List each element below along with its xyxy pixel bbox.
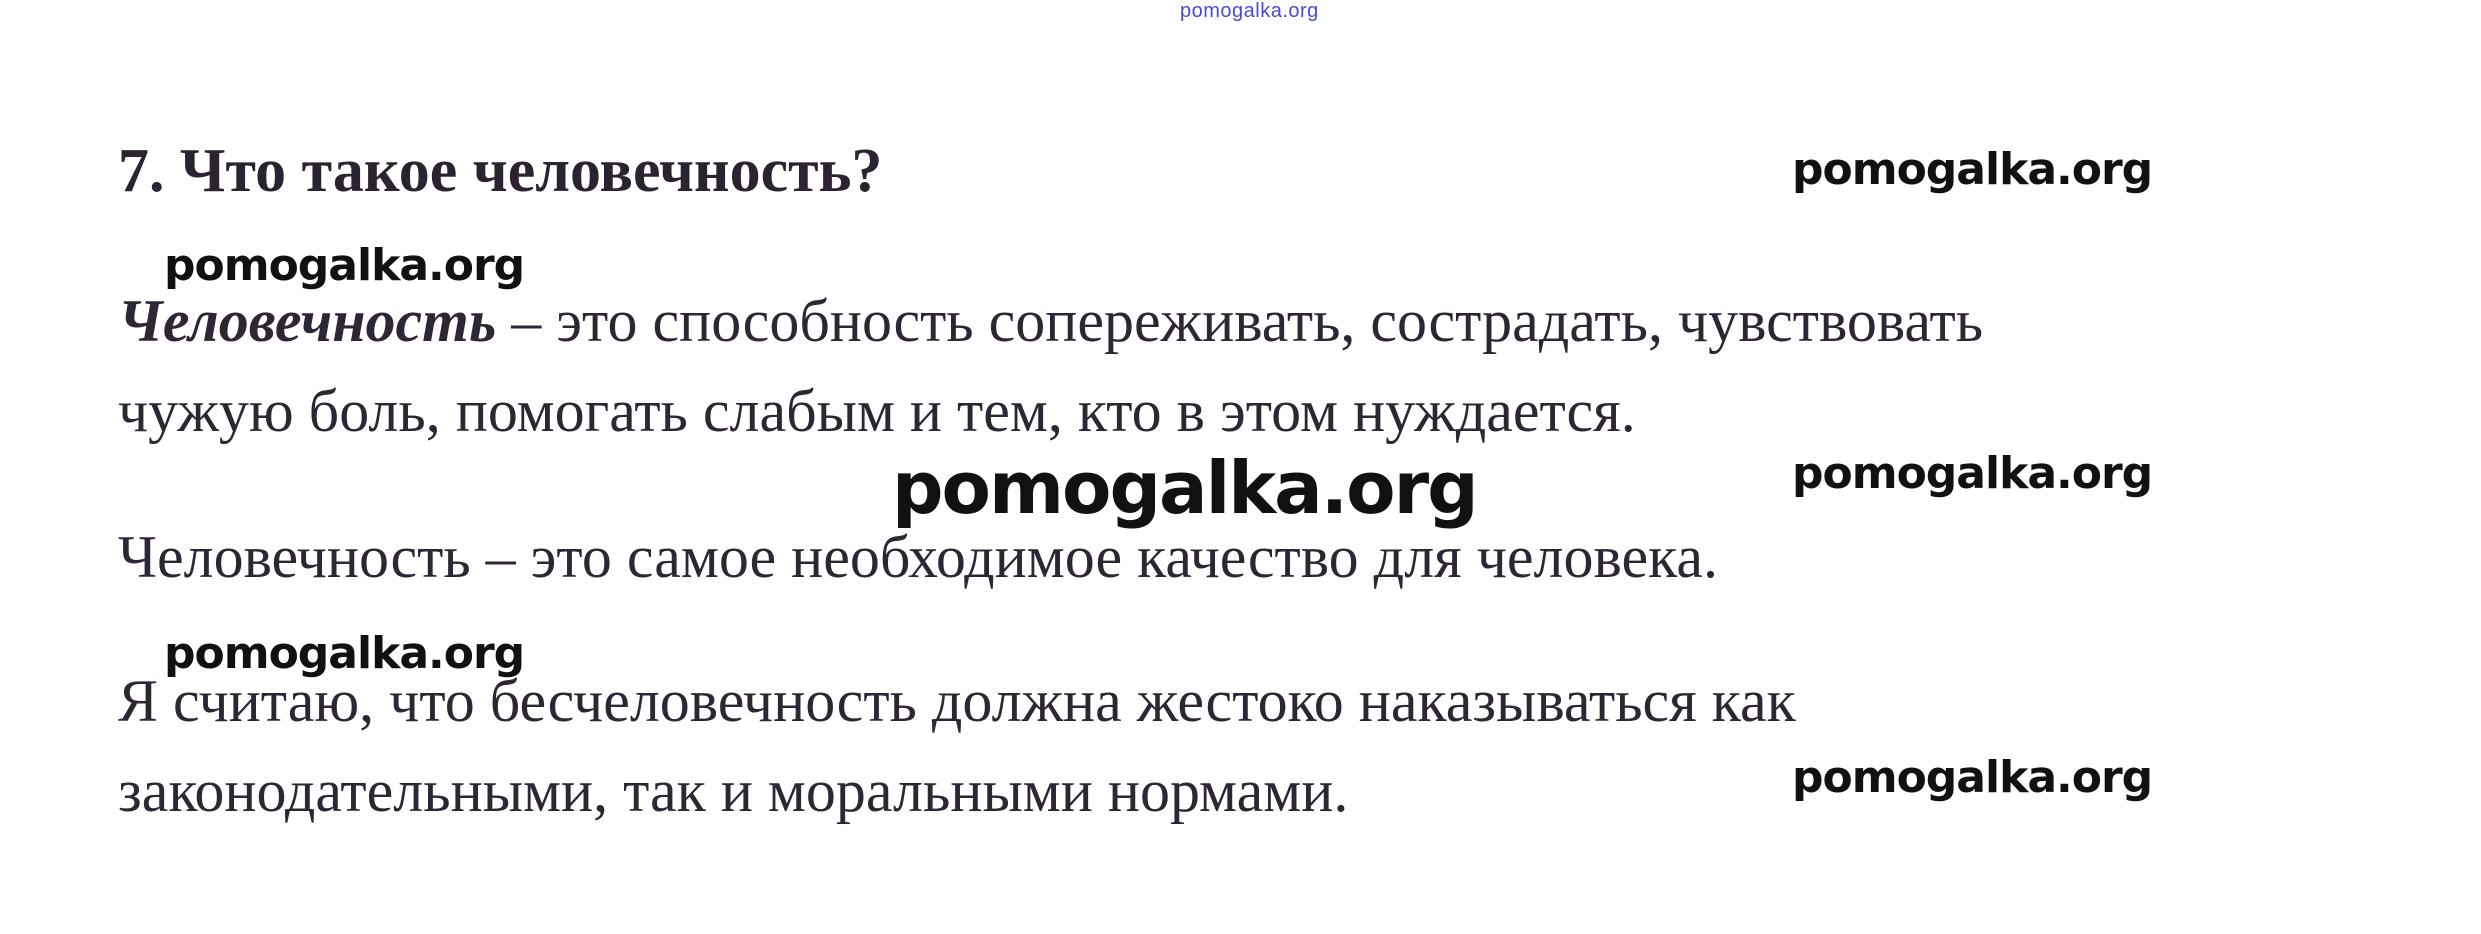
- site-mark: pomogalka.org: [1180, 0, 1319, 22]
- definition-line-1-text: – это способность сопереживать, сострадать, чувствовать: [496, 288, 1984, 354]
- definition-line-2: чужую боль, помогать слабым и тем, кто в этом нуждается.: [118, 378, 1636, 444]
- opinion-line-2: законодательными, так и моральными нормами.: [118, 758, 1349, 824]
- definition-paragraph: [118, 276, 1983, 456]
- opinion-line-1: Я считаю, что бесчеловечность должна жестоко наказываться как: [118, 668, 1796, 734]
- watermark: pomogalka.org: [1792, 448, 2153, 499]
- watermark: pomogalka.org: [1792, 144, 2153, 195]
- statement-line-1: Человечность – это самое необходимое качество для человека.: [118, 524, 1718, 590]
- watermark: pomogalka.org: [1792, 752, 2153, 803]
- opinion-paragraph: [118, 656, 1796, 836]
- watermark: pomogalka.org: [164, 628, 525, 679]
- question-heading: 7. Что такое человечность?: [118, 137, 883, 205]
- watermark-large: pomogalka.org: [892, 446, 1477, 530]
- definition-term: Человечность: [118, 288, 497, 354]
- watermark: pomogalka.org: [164, 240, 525, 291]
